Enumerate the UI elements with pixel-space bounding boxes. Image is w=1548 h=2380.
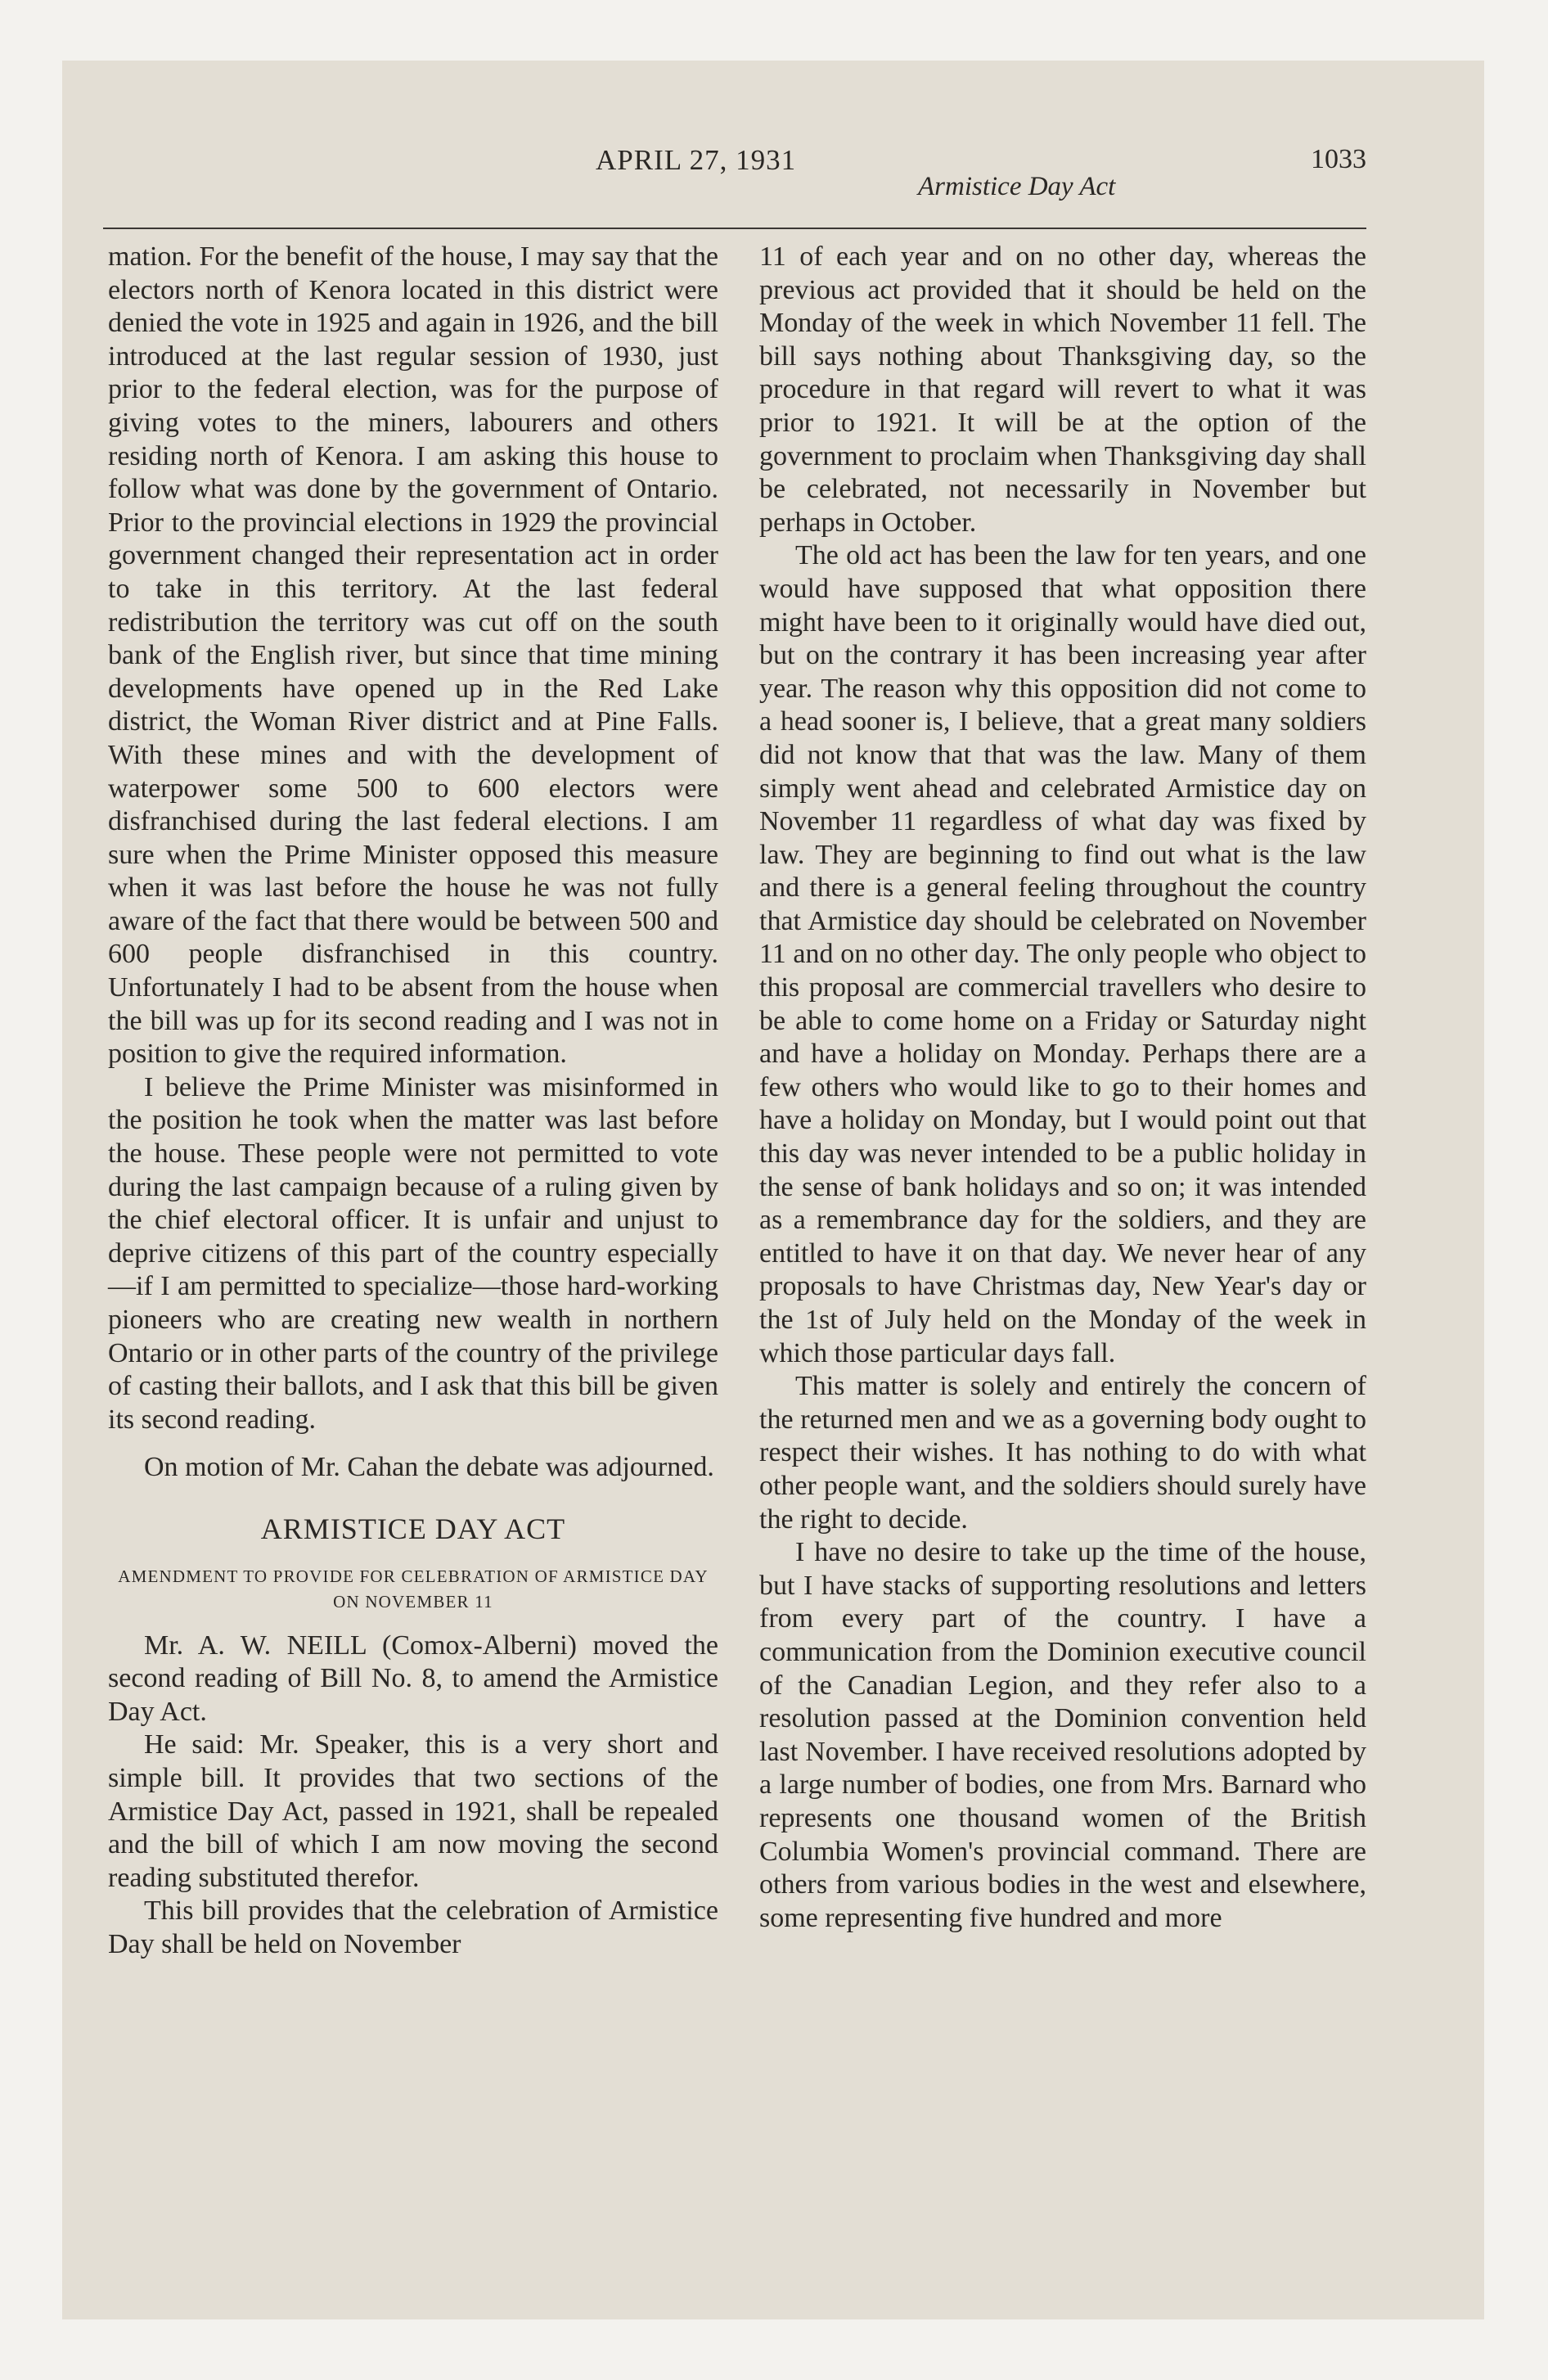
- left-paragraph-2: I believe the Prime Minister was misinformed in the position he took when the matter was last before the house. These people were not permitted to vote during the last campaign because of a ruling given by the chief electoral officer. It is unfair and unjust to deprive citizens of this part of the country especially—if I am permitted to specialize—those hard-working pioneers who are creating new wealth in northern Ontario or in other parts of the country of the privilege of casting their ballots, and I ask that this bill be given its second reading.: [108, 1071, 718, 1435]
- page-header: [106, 141, 1366, 206]
- section-subheading: AMENDMENT TO PROVIDE FOR CELEBRATION OF ARMISTICE DAY ON NOVEMBER 11: [118, 1566, 709, 1611]
- page-number: 1033: [1311, 144, 1366, 174]
- left-paragraph-6: This bill provides that the celebration of Armistice Day shall be held on November: [108, 1895, 718, 1959]
- right-paragraph-2: The old act has been the law for ten years, and one would have supposed that what opposition there might have been to it originally would have died out, but on the contrary it has been increasing year after year. The reason why this opposition did not come to a head sooner is, I believe, that a great many soldiers did not know that that was the law. Many of them simply went ahead and celebrated Armistice day on November 11 regardless of what day was fixed by law. They are beginning to find out what is the law and there is a general feeling throughout the country that Armistice day should be celebrated on November 11 and on no other day. The only people who object to this proposal are commercial travellers who desire to be able to come home on a Friday or Saturday night and have a holiday on Monday. Perhaps there are a few others who would like to go to their homes and have a holiday on Monday, but I would point out that this day was never intended to be a public holiday in the sense of bank holidays and so on; it was intended as a remembrance day for the soldiers, and they are entitled to have it on that day. We never hear of any proposals to have Christmas day, New Year's day or the 1st of July held on the Monday of the week in which those particular days fall.: [759, 540, 1366, 1368]
- running-head: Armistice Day Act: [918, 172, 1116, 201]
- left-paragraph-3: On motion of Mr. Cahan the debate was adjourned.: [144, 1452, 714, 1483]
- left-column: [108, 241, 718, 1962]
- right-paragraph-4: I have no desire to take up the time of the house, but I have stacks of supporting resolutions and letters from every part of the country. I have a communication from the Dominion executive council of the Canadian Legion, and they refer also to a resolution passed at the Dominion convention held last November. I have received resolutions adopted by a large number of bodies, one from Mrs. Barnard who represents one thousand women of the British Columbia Women's provincial command. There are others from various bodies in the west and elsewhere, some representing five hundred and more: [759, 1537, 1366, 1933]
- right-paragraph-3: This matter is solely and entirely the concern of the returned men and we as a governing body ought to respect their wishes. It has nothing to do with what other people want, and the soldiers should surely have the right to decide.: [759, 1371, 1366, 1535]
- header-date: APRIL 27, 1931: [596, 144, 797, 176]
- header-rule: [103, 228, 1366, 229]
- left-paragraph-4: Mr. A. W. NEILL (Comox-Alberni) moved the second reading of Bill No. 8, to amend the Armistice Day Act.: [108, 1629, 718, 1727]
- right-paragraph-1: 11 of each year and on no other day, whereas the previous act provided that it should be held on the Monday of the week in which November 11 fell. The bill says nothing about Thanksgiving day, so the procedure in that regard will revert to what it was prior to 1921. It will be at the option of the government to proclaim when Thanksgiving day shall be celebrated, not necessarily in November but perhaps in October.: [759, 241, 1366, 538]
- section-heading: ARMISTICE DAY ACT: [260, 1512, 566, 1545]
- right-column: [759, 241, 1366, 1935]
- left-paragraph-5: He said: Mr. Speaker, this is a very short and simple bill. It provides that two sections of the Armistice Day Act, passed in 1921, shall be repealed and the bill of which I am now moving the second reading substituted therefor.: [108, 1729, 718, 1893]
- left-paragraph-1: mation. For the benefit of the house, I may say that the electors north of Kenora located in this district were denied the vote in 1925 and again in 1926, and the bill introduced at the last regular session of 1930, just prior to the federal election, was for the purpose of giving votes to the miners, labourers and others residing north of Kenora. I am asking this house to follow what was done by the government of Ontario. Prior to the provincial elections in 1929 the provincial government changed their representation act in order to take in this territory. At the last federal redistribution the territory was cut off on the south bank of the English river, but since that time mining developments have opened up in the Red Lake district, the Woman River district and at Pine Falls. With these mines and with the development of waterpower some 500 to 600 electors were disfranchised during the last federal elections. I am sure when the Prime Minister opposed this measure when it was last before the house he was not fully aware of the fact that there would be between 500 and 600 people disfranchised in this country. Unfortunately I had to be absent from the house when the bill was up for its second reading and I was not in position to give the required information.: [108, 241, 718, 1070]
